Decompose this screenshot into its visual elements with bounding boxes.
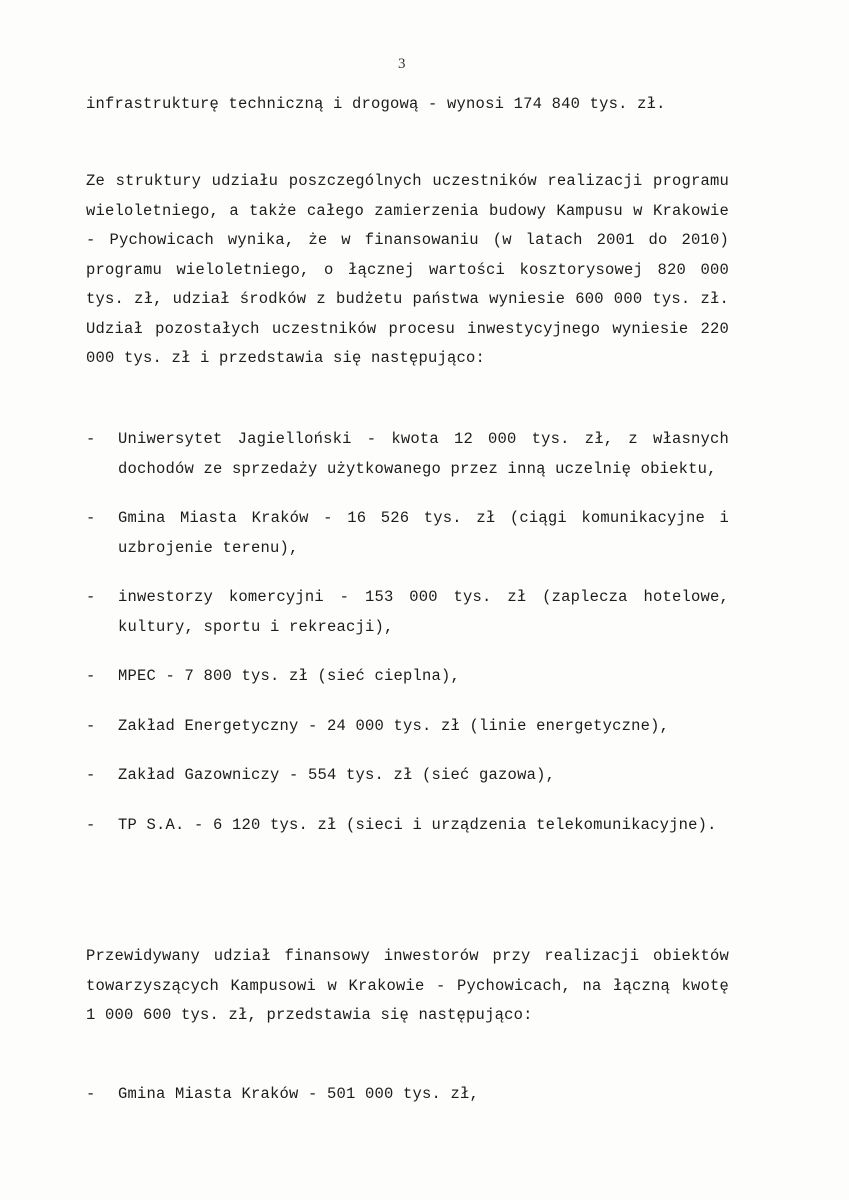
bullet-dash: - [86,1085,96,1103]
list-item-text: Gmina Miasta Kraków - 16 526 tys. zł (ciągi komunikacyjne i uzbrojenie terenu), [118,509,729,557]
list-item-text: Zakład Energetyczny - 24 000 tys. zł (linie energetyczne), [118,716,670,735]
bullet-dash: - [86,430,96,448]
bullet-dash: - [86,716,96,735]
bullet-dash: - [86,509,96,527]
page-number: 3 [398,56,406,72]
list-item-text: Zakład Gazowniczy - 554 tys. zł (sieć gazowa), [118,766,556,784]
bullet-dash: - [86,588,96,606]
list-item [86,712,729,742]
list-item [86,761,729,791]
paragraph-infrastructure-cost: infrastrukturę techniczną i drogową - wynosi 174 840 tys. zł. [86,95,666,113]
bullet-dash: - [86,815,96,834]
list-item-text: TP S.A. - 6 120 tys. zł (sieci i urządzenia telekomunikacyjne). [118,815,717,834]
list-item [86,583,729,642]
paragraph-investors: Przewidywany udział finansowy inwestorów przy realizacji obiektów towarzyszących Kampusowi w Krakowie - Pychowicach, na łączną kwotę 1 000 600 tys. zł, przedstawia się następująco: [86,947,729,1024]
investors-list [86,1080,729,1130]
list-item [86,1080,729,1110]
list-item-text: inwestorzy komercyjni - 153 000 tys. zł (zaplecza hotelowe, kultury, sportu i rekreacji), [118,588,729,636]
bullet-dash: - [86,667,96,685]
list-item [86,504,729,563]
list-item-text: MPEC - 7 800 tys. zł (sieć cieplna), [118,667,461,685]
list-item [86,425,729,484]
bullet-dash: - [86,766,96,784]
list-item-text: Uniwersytet Jagielloński - kwota 12 000 tys. zł, z własnych dochodów ze sprzedaży użytkowanego przez inną uczelnię obiektu, [118,430,729,478]
list-item [86,662,729,692]
paragraph-funding-structure: Ze struktury udziału poszczególnych uczestników realizacji programu wieloletniego, a także całego zamierzenia budowy Kampusu w Krakowie - Pychowicach wynika, że w finansowaniu (w latach 2001 do 2010) programu wieloletniego, o łącznej wartości kosztorysowej 820 000 tys. zł, udział środków z budżetu państwa wyniesie 600 000 tys. zł. Udział pozostałych uczestników procesu inwestycyjnego wyniesie 220 000 tys. zł i przedstawia się następująco: [86,172,729,367]
list-item-text: Gmina Miasta Kraków - 501 000 tys. zł, [118,1085,480,1103]
participants-list [86,425,729,860]
list-item [86,811,729,841]
